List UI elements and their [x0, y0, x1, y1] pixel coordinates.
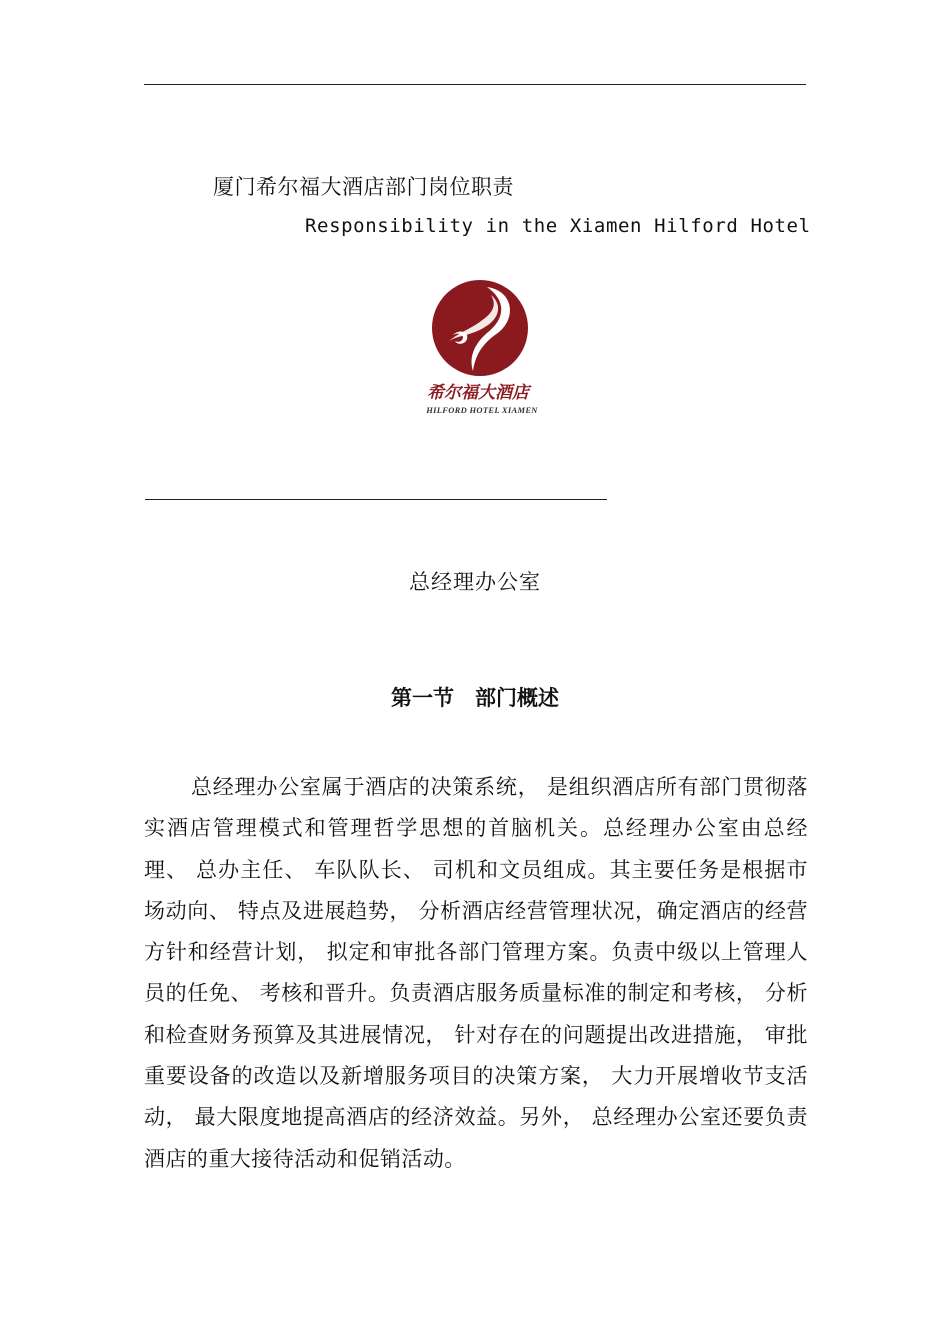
logo-brand-cn: 希尔福大酒店 — [427, 383, 529, 403]
hotel-logo — [395, 275, 565, 420]
document-title-cn: 厦门希尔福大酒店部门岗位职责 — [213, 175, 514, 199]
logo-brand-en: HILFORD HOTEL XIAMEN — [426, 405, 538, 415]
title-divider — [145, 499, 607, 500]
document-title-en: Responsibility in the Xiamen Hilford Hotel — [305, 215, 811, 237]
department-name: 总经理办公室 — [409, 570, 541, 594]
header-rule — [144, 84, 806, 85]
body-paragraph: 总经理办公室属于酒店的决策系统， 是组织酒店所有部门贯彻落实酒店管理模式和管理哲学思想的首脑机关。总经理办公室由总经理、 总办主任、 车队队长、 司机和文员组成。其主要任务是根据市场动向、 特点及进展趋势， 分析酒店经营管理状况，确定酒店的经营方针和经营计划， 拟定和审批各部门管理方案。负责中级以上管理人员的任免、 考核和晋升。负责酒店服务质量标准的制定和考核， 分析和检查财务预算及其进展情况， 针对存在的问题提出改进措施， 审批重要设备的改造以及新增服务项目的决策方案， 大力开展增收节支活动， 最大限度地提高酒店的经济效益。另外， 总经理办公室还要负责酒店的重大接待活动和促销活动。 — [144, 775, 808, 1171]
section-heading: 第一节 部门概述 — [391, 686, 559, 710]
